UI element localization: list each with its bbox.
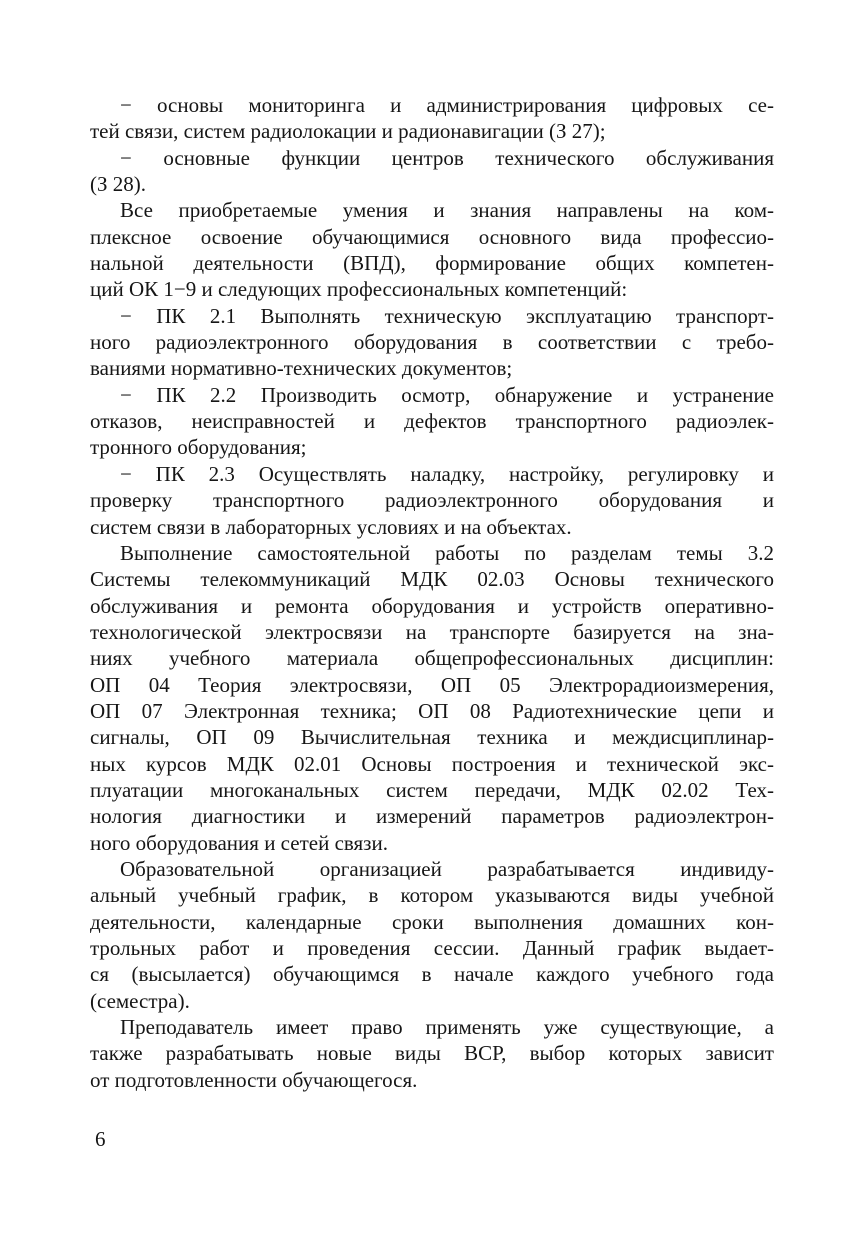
text-line: альный учебный график, в котором указываются виды учебной [90, 883, 774, 908]
text-line: нальной деятельности (ВПД), формирование общих компетен- [90, 251, 774, 276]
text-line: Системы телекоммуникаций МДК 02.03 Основы технического [90, 567, 774, 592]
page-number: 6 [95, 1127, 106, 1151]
paragraph [90, 303, 774, 382]
paragraph [90, 461, 774, 540]
text-line: ся (высылается) обучающимся в начале каждого учебного года [90, 962, 774, 987]
text-line: − основные функции центров технического обслуживания [120, 145, 774, 170]
text-line: ниях учебного материала общепрофессиональных дисциплин: [90, 646, 774, 671]
text-line: обслуживания и ремонта оборудования и устройств оперативно- [90, 593, 774, 618]
paragraph [90, 382, 774, 461]
text-line: отказов, неисправностей и дефектов транспортного радиоэлек- [90, 409, 774, 434]
text-line: ного радиоэлектронного оборудования в соответствии с требо- [90, 330, 774, 355]
text-line: (З 28). [90, 172, 147, 197]
text-line: ций ОК 1−9 и следующих профессиональных компетенций: [90, 277, 628, 302]
text-line: деятельности, календарные сроки выполнения домашних кон- [90, 909, 774, 934]
text-line: нология диагностики и измерений параметров радиоэлектрон- [90, 804, 774, 829]
text-line: Все приобретаемые умения и знания направлены на ком- [120, 198, 774, 223]
text-line: трольных работ и проведения сессии. Данный график выдает- [90, 936, 774, 960]
text-line: Образовательной организацией разрабатывается индивиду- [120, 856, 774, 881]
text-line: сигналы, ОП 09 Вычислительная техника и междисциплинар- [90, 725, 774, 750]
text-line: от подготовленности обучающегося. [90, 1067, 418, 1092]
text-line: ОП 07 Электронная техника; ОП 08 Радиотехнические цепи и [90, 698, 774, 723]
text-line: ваниями нормативно-технических документов; [90, 356, 513, 381]
text-line: тей связи, систем радиолокации и радионавигации (З 27); [90, 119, 606, 144]
paragraph [90, 92, 774, 145]
text-line: плексное освоение обучающимися основного вида профессио- [90, 224, 774, 249]
text-line: ОП 04 Теория электросвязи, ОП 05 Электрорадиоизмерения, [90, 672, 774, 697]
text-line: Преподаватель имеет право применять уже существующие, а [120, 1015, 774, 1040]
text-line: − ПК 2.3 Осуществлять наладку, настройку, регулировку и [120, 461, 774, 486]
text-line: − ПК 2.2 Производить осмотр, обнаружение и устранение [120, 382, 774, 407]
text-line: Выполнение самостоятельной работы по разделам темы 3.2 [120, 540, 774, 565]
paragraph [90, 197, 774, 302]
paragraph [90, 540, 774, 856]
paragraph [90, 1014, 774, 1093]
text-line: ных курсов МДК 02.01 Основы построения и технической экс- [90, 751, 774, 776]
paragraph [90, 856, 774, 1014]
text-line: проверку транспортного радиоэлектронного оборудования и [90, 488, 774, 513]
text-line: − основы мониторинга и администрирования цифровых се- [120, 93, 774, 117]
text-line: плуатации многоканальных систем передачи, МДК 02.02 Тех- [90, 777, 774, 802]
paragraph [90, 145, 774, 198]
text-line: тронного оборудования; [90, 435, 307, 460]
text-line: систем связи в лабораторных условиях и на объектах. [90, 514, 572, 539]
text-line: технологической электросвязи на транспорте базируется на зна- [90, 619, 774, 644]
body-text [90, 92, 774, 1093]
text-line: (семестра). [90, 988, 190, 1013]
text-line: ного оборудования и сетей связи. [90, 830, 388, 855]
text-line: − ПК 2.1 Выполнять техническую эксплуатацию транспорт- [120, 303, 774, 328]
text-line: также разрабатывать новые виды ВСР, выбор которых зависит [90, 1041, 774, 1066]
